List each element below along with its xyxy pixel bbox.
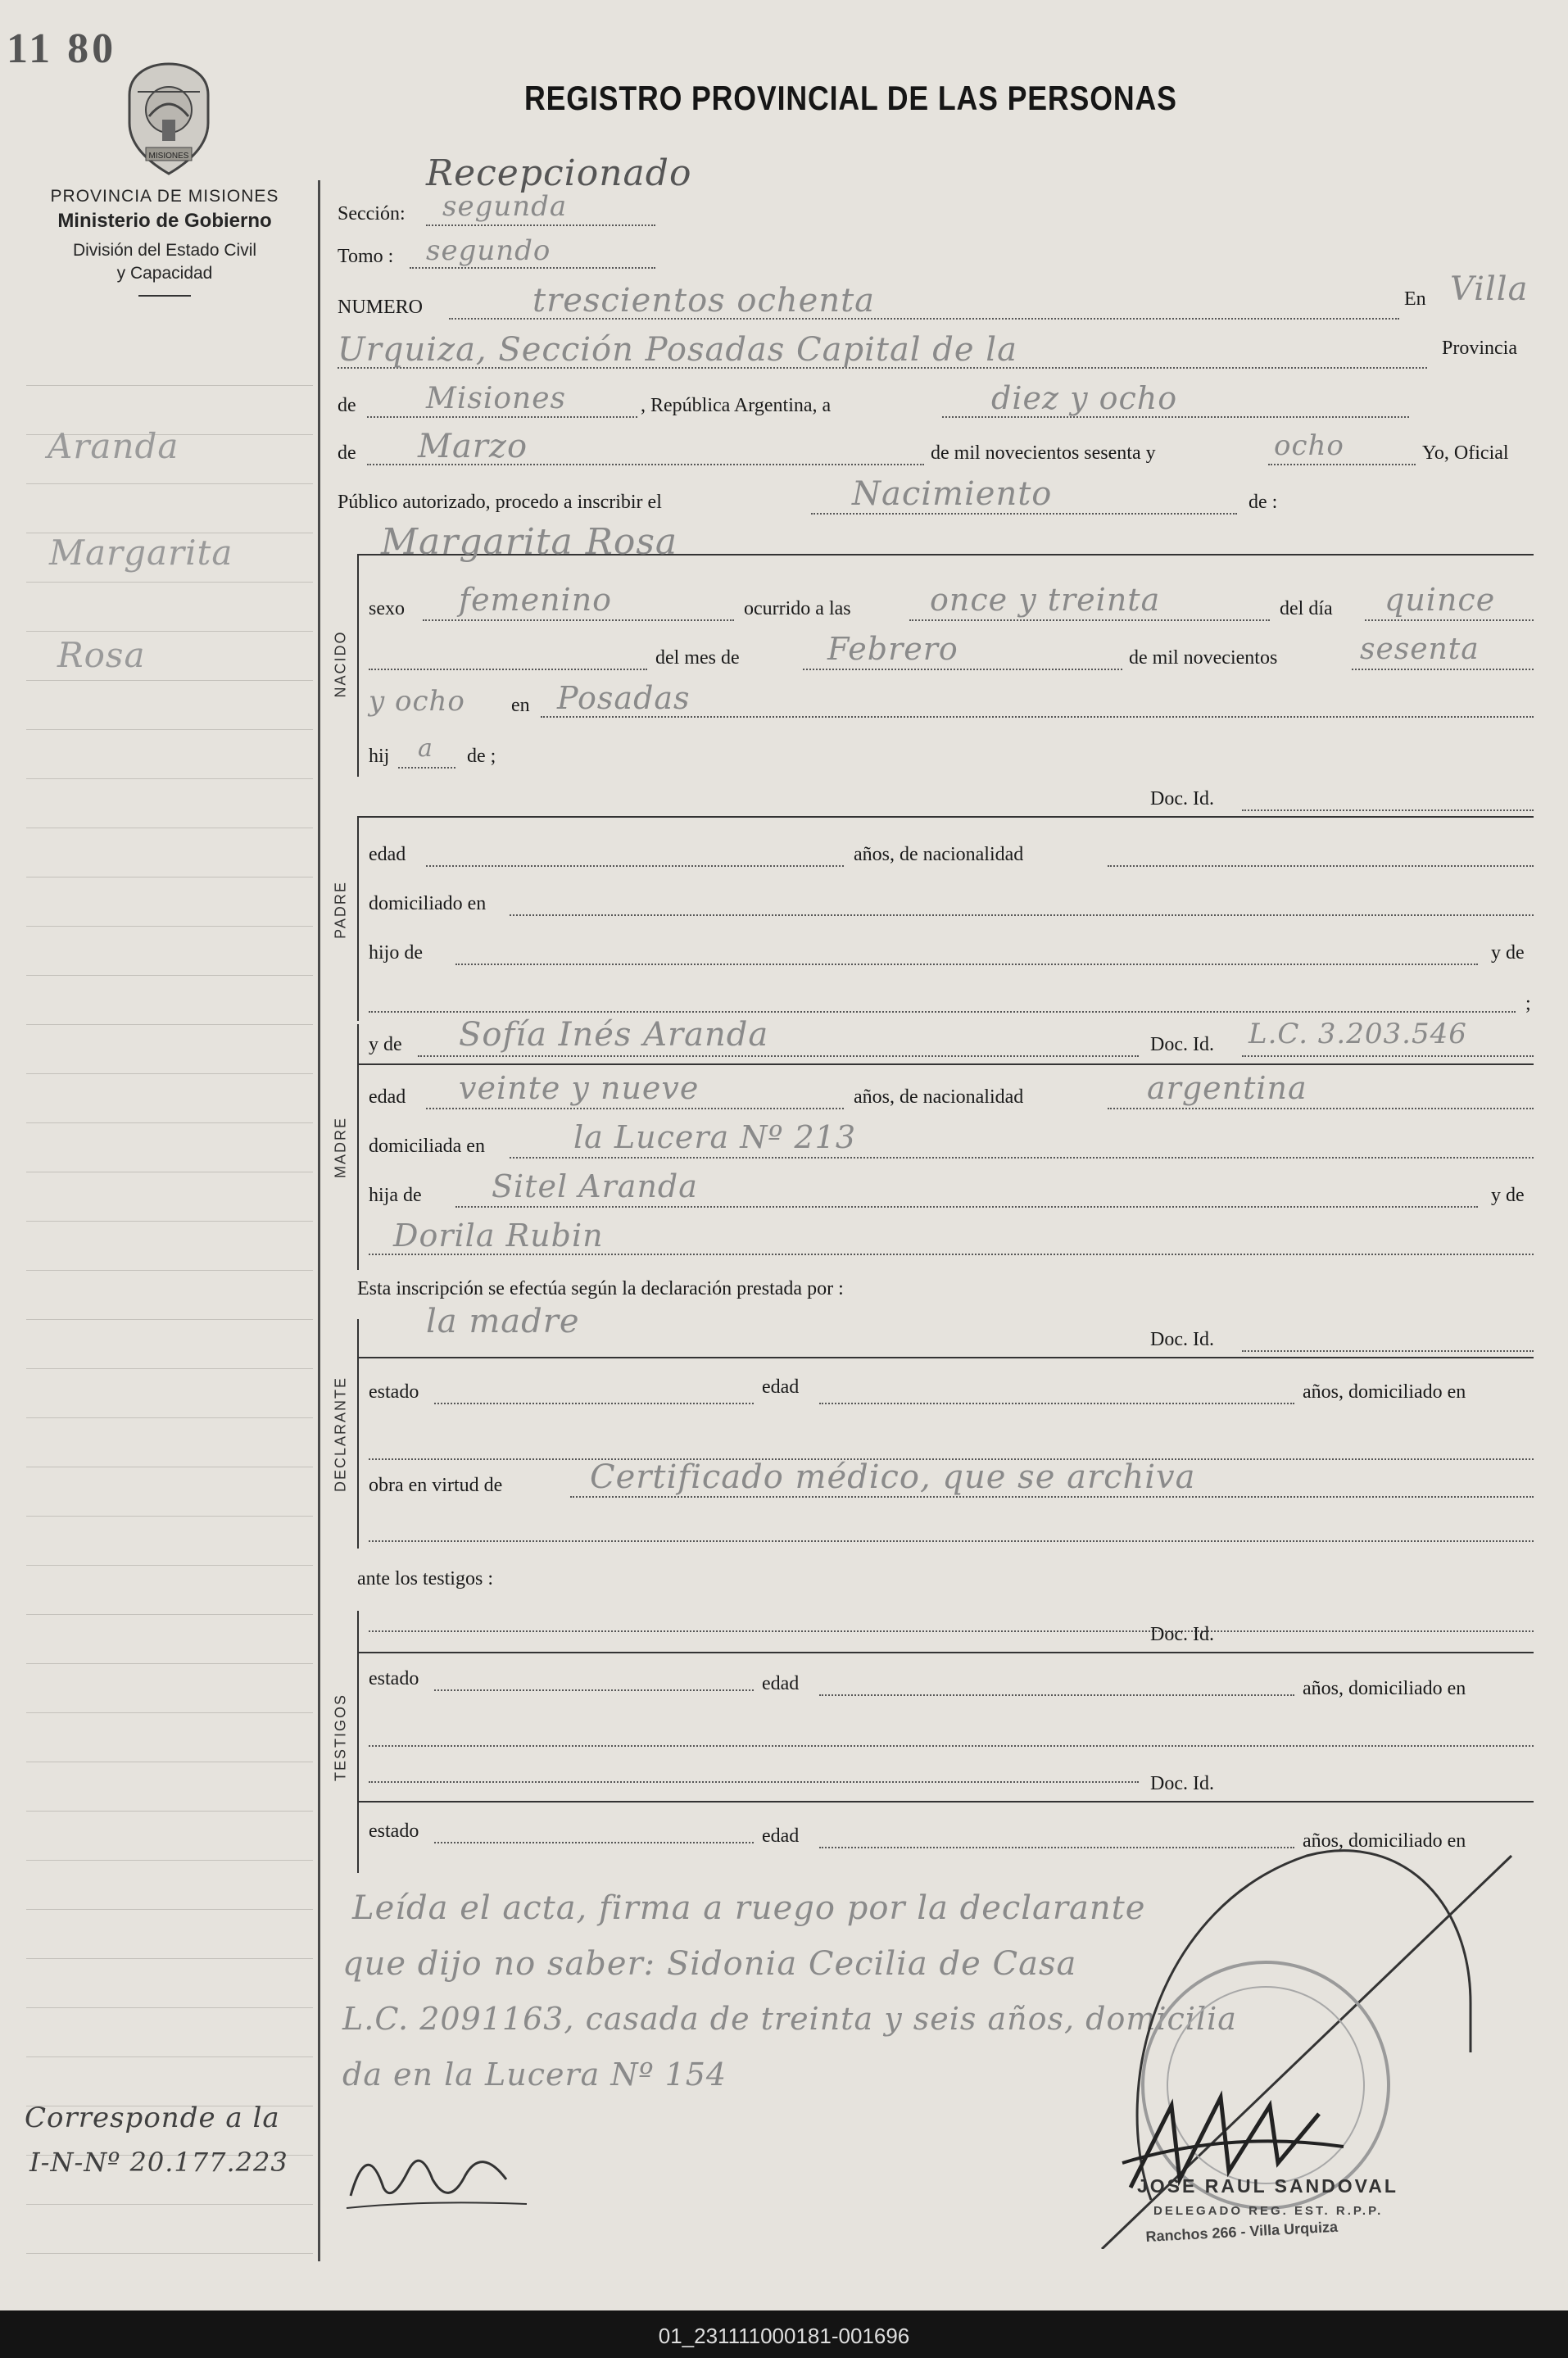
en-place-value: Villa (1450, 270, 1529, 308)
testigo1-doc-label: Doc. Id. (1150, 1624, 1214, 1645)
acto-value: Nacimiento (852, 475, 1053, 513)
nacido-blank-line (369, 669, 647, 670)
declarante-estado-line (434, 1403, 754, 1404)
margin-rule (26, 483, 313, 484)
stamp-role: DELEGADO REG. EST. R.P.P. (1153, 2204, 1384, 2218)
declarante-estado-label: estado (369, 1381, 419, 1403)
obra-line (570, 1496, 1534, 1498)
obra-value: Certificado médico, que se archiva (590, 1458, 1196, 1496)
lugar-line (541, 716, 1534, 718)
testigo2-top-rule (357, 1801, 1534, 1803)
declarante-section-label: DECLARANTE (332, 1376, 349, 1493)
image-caption: 01_231111000181-001696 (658, 2324, 910, 2348)
closing-line-3: L.C. 2091163, casada de treinta y seis años, domicilia (342, 2001, 1237, 2037)
madre-nac-line (1108, 1108, 1534, 1109)
padre-bracket (357, 816, 359, 1021)
tomo-label: Tomo : (338, 246, 394, 267)
de-label-2: de (338, 442, 356, 464)
margin-rule (26, 385, 313, 386)
dia-line (1365, 619, 1534, 621)
declarante-value: la madre (426, 1303, 580, 1340)
padre-dom-label: domiciliado en (369, 893, 487, 914)
closing-line-4: da en la Lucera Nº 154 (342, 2056, 727, 2093)
madre-madre-value: Dorila Rubin (393, 1218, 604, 1254)
padre-nac-label: años, de nacionalidad (854, 844, 1024, 865)
madre-edad-label: edad (369, 1086, 406, 1108)
margin-rule (26, 582, 313, 583)
declarante-top-rule (357, 1357, 1534, 1358)
margin-rule (26, 1516, 313, 1517)
testigo2-name-line (369, 1781, 1139, 1783)
margin-rule (26, 1122, 313, 1123)
margin-rule (26, 631, 313, 632)
ante-testigos-label: ante los testigos : (357, 1568, 493, 1589)
margin-rule (26, 1319, 313, 1320)
margin-rule (26, 680, 313, 681)
declarante-anos-label: años, domiciliado en (1303, 1381, 1466, 1403)
sexo-value: femenino (459, 582, 613, 618)
padre-y-de-label: y de (1491, 942, 1525, 964)
madre-nac-label: años, de nacionalidad (854, 1086, 1024, 1108)
madre-nac-value: argentina (1147, 1070, 1307, 1106)
seccion-value: segunda (442, 190, 568, 223)
sexo-line (423, 619, 734, 621)
testigo2-anos-label: años, domiciliado en (1303, 1830, 1466, 1852)
margin-rule (26, 1417, 313, 1418)
yo-oficial-label: Yo, Oficial (1422, 442, 1509, 464)
madre-edad-value: veinte y nueve (459, 1070, 700, 1106)
stamp-name: JOSE RAUL SANDOVAL (1137, 2175, 1398, 2197)
en-lower-label: en (511, 695, 530, 716)
de-label-1: de (338, 395, 356, 416)
seccion-line (426, 224, 655, 226)
sexo-label: sexo (369, 598, 405, 619)
testigo1-dom-line (369, 1745, 1534, 1747)
anio-value: ocho (1274, 429, 1344, 462)
ocurrido-label: ocurrido a las (744, 598, 851, 619)
acto-line (811, 513, 1237, 515)
testigo1-anos-label: años, domiciliado en (1303, 1678, 1466, 1699)
testigo1-edad-line (819, 1694, 1294, 1696)
provincia-line (367, 416, 637, 418)
madre-section-label: MADRE (332, 1117, 349, 1179)
stamp-address: Ranchos 266 - Villa Urquiza (1145, 2218, 1339, 2245)
madre-dom-line (510, 1157, 1534, 1159)
padre-top-rule (357, 816, 1534, 818)
testigos-bracket (357, 1611, 359, 1873)
obra-label: obra en virtud de (369, 1475, 503, 1496)
margin-rule (26, 1663, 313, 1664)
lugar-nac-value: Posadas (557, 680, 691, 716)
testigo2-estado-line (434, 1842, 754, 1843)
madre-dom-value: la Lucera Nº 213 (573, 1119, 856, 1155)
declarante-bracket (357, 1319, 359, 1549)
issuer-header (16, 187, 313, 297)
madre-y-de-label-2: y de (1491, 1185, 1525, 1206)
margin-rule (26, 1565, 313, 1566)
margin-rule (26, 2007, 313, 2008)
declarante-doc-label: Doc. Id. (1150, 1329, 1214, 1350)
declarante-edad-label: edad (762, 1376, 800, 1398)
madre-doc-label: Doc. Id. (1150, 1034, 1214, 1055)
testigo1-estado-line (434, 1689, 754, 1691)
margin-rule (26, 1811, 313, 1812)
madre-edad-line (426, 1108, 844, 1109)
margin-rule (26, 1860, 313, 1861)
province-crest-icon (116, 59, 221, 180)
margin-second-name: Rosa (57, 635, 146, 675)
declarante-edad-line (819, 1403, 1294, 1404)
margin-rule (26, 1909, 313, 1910)
del-dia-label: del día (1280, 598, 1333, 619)
margin-rule (26, 778, 313, 779)
nacido-section-label: NACIDO (332, 630, 349, 698)
margin-rule (26, 1712, 313, 1713)
padre-semicolon: ; (1525, 993, 1531, 1014)
fecha-dia-value: diez y ocho (991, 380, 1178, 416)
padre-dom-line (510, 914, 1534, 916)
margin-rule (26, 1221, 313, 1222)
republica-label: , República Argentina, a (641, 395, 832, 416)
margin-note-line1: Corresponde a la (25, 2102, 280, 2134)
madre-hija-label: hija de (369, 1185, 422, 1206)
declarante-doc-line (1242, 1350, 1534, 1352)
numero-label: NUMERO (338, 297, 424, 318)
de-colon-label: de : (1249, 492, 1278, 513)
mil-sesenta-label: de mil novecientos sesenta y (931, 442, 1156, 464)
fecha-line (942, 416, 1409, 418)
margin-rule (26, 1270, 313, 1271)
padre-hijo-line (455, 964, 1478, 965)
madre-dom-label: domiciliada en (369, 1136, 485, 1157)
closing-line-1: Leída el acta, firma a ruego por la declarante (352, 1889, 1146, 1927)
place-value: Urquiza, Sección Posadas Capital de la (338, 331, 1017, 369)
esta-inscripcion-label: Esta inscripción se efectúa según la declaración prestada por : (357, 1278, 844, 1299)
madre-nombre-value: Sofía Inés Aranda (459, 1016, 769, 1054)
de-semicolon-label: de ; (467, 746, 496, 767)
margin-divider (318, 180, 320, 2261)
madre-top-rule (357, 1063, 1534, 1065)
nombre-value: Margarita Rosa (381, 521, 678, 563)
header-divider (138, 295, 191, 297)
padre-edad-line (426, 865, 844, 867)
testigo2-doc-label: Doc. Id. (1150, 1773, 1214, 1794)
testigo1-edad-label: edad (762, 1673, 800, 1694)
testigos-section-label: TESTIGOS (332, 1694, 349, 1782)
margin-rule (26, 1614, 313, 1615)
madre-doc-line (1242, 1055, 1534, 1057)
tomo-line (410, 267, 655, 269)
padre-section-label: PADRE (332, 881, 349, 939)
en-label: En (1404, 288, 1426, 310)
anio-nac-cont-value: y ocho (369, 685, 465, 718)
obra-line-2 (369, 1540, 1534, 1542)
margin-rule (26, 926, 313, 927)
margin-rule (26, 2204, 313, 2205)
madre-madre-line (369, 1254, 1534, 1255)
padre-hijo-label: hijo de (369, 942, 423, 964)
hij-suffix-value: a (418, 734, 433, 763)
mes-value: Marzo (418, 428, 528, 465)
anio-line (1268, 464, 1416, 465)
de-mil-label: de mil novecientos (1129, 647, 1278, 669)
padre-doc-label: Doc. Id. (1150, 788, 1214, 809)
del-mes-label: del mes de (655, 647, 740, 669)
margin-rule (26, 1368, 313, 1369)
margin-rule (26, 2056, 313, 2057)
padre-edad-label: edad (369, 844, 406, 865)
tomo-value: segundo (426, 234, 551, 267)
madre-padre-value: Sitel Aranda (492, 1168, 698, 1204)
madre-bracket (357, 1024, 359, 1270)
madre-y-de-label: y de (369, 1034, 402, 1055)
margin-signature (342, 2130, 531, 2212)
numero-value: trescientos ochenta (532, 282, 876, 320)
provincia-label: Provincia (1442, 338, 1517, 359)
seccion-label: Sección: (338, 203, 406, 224)
ministry-name: Ministerio de Gobierno (57, 210, 272, 232)
anio-nac-line (1352, 669, 1534, 670)
seccion-annotation: Recepcionado (426, 152, 692, 194)
margin-first-name: Margarita (49, 533, 233, 573)
testigo1-estado-label: estado (369, 1668, 419, 1689)
padre-doc-line (1242, 809, 1534, 811)
publico-label: Público autorizado, procedo a inscribir el (338, 492, 662, 513)
division-name: División del Estado Civil (72, 241, 257, 260)
margin-rule (26, 1073, 313, 1074)
nacido-bracket (357, 554, 359, 777)
padre-nac-line (1108, 865, 1534, 867)
province-name: PROVINCIA DE MISIONES (50, 187, 279, 206)
dia-value: quince (1384, 582, 1496, 618)
hij-line (398, 767, 455, 769)
testigo1-top-rule (357, 1652, 1534, 1653)
svg-text:MISIONES: MISIONES (148, 152, 189, 161)
margin-rule (26, 1958, 313, 1959)
mes-nac-line (803, 669, 1122, 670)
testigo2-estado-label: estado (369, 1821, 419, 1842)
provincia-value: Misiones (426, 382, 567, 415)
closing-line-2: que dijo no saber: Sidonia Cecilia de Casa (342, 1945, 1077, 1983)
margin-rule (26, 1024, 313, 1025)
page-title: REGISTRO PROVINCIAL DE LAS PERSONAS (524, 79, 1177, 117)
capacity-name: y Capacidad (116, 264, 213, 283)
margin-note-line2: I-N-Nº 20.177.223 (29, 2147, 288, 2178)
mes-nac-value: Febrero (827, 631, 958, 667)
padre-line-extra (369, 1011, 1516, 1013)
madre-doc-value: L.C. 3.203.546 (1249, 1018, 1467, 1050)
hora-value: once y treinta (930, 582, 1161, 618)
margin-surname: Aranda (48, 426, 179, 466)
madre-hija-line (455, 1206, 1478, 1208)
hora-line (909, 619, 1270, 621)
corner-number: 11 80 (7, 25, 117, 72)
margin-rule (26, 2253, 313, 2254)
testigo1-name-line (369, 1630, 1534, 1632)
hij-label: hij (369, 746, 390, 767)
madre-nombre-line (418, 1055, 1139, 1057)
margin-rule (26, 975, 313, 976)
anio-nac-value: sesenta (1360, 633, 1480, 666)
testigo2-edad-label: edad (762, 1825, 800, 1847)
margin-rule (26, 729, 313, 730)
